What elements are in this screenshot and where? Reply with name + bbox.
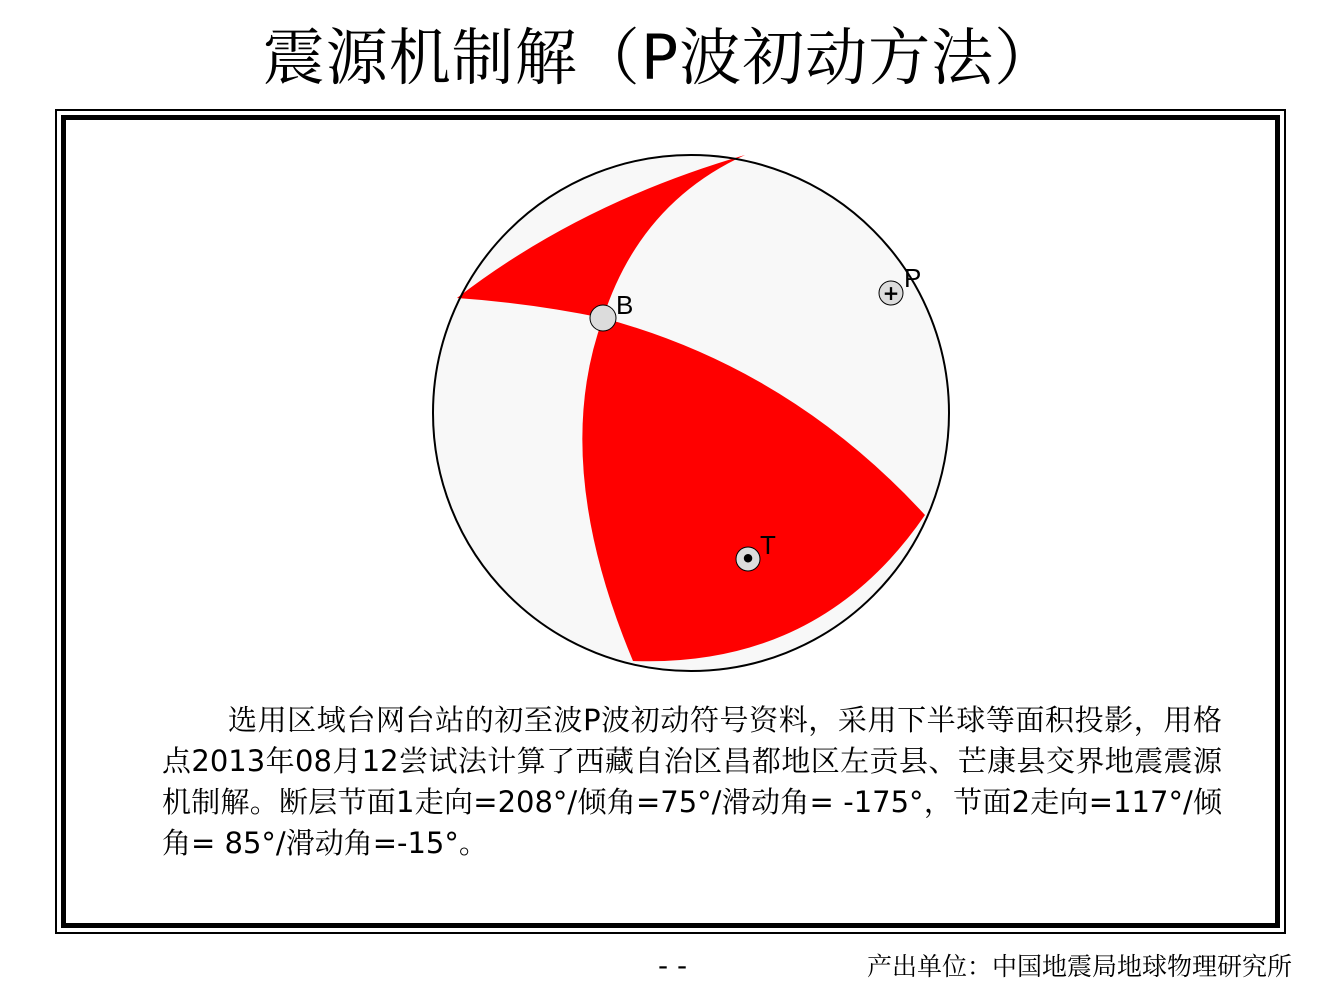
focal-mechanism-beachball <box>420 143 965 683</box>
t-axis-label: T <box>760 530 776 560</box>
b-axis-label: B <box>616 290 634 320</box>
credit-line: 产出单位：中国地震局地球物理研究所 <box>866 952 1292 981</box>
page-number: - - <box>658 949 688 982</box>
page-title: 震源机制解（P波初动方法） <box>262 21 1058 94</box>
b-axis-marker <box>590 305 616 331</box>
mechanism-description: 选用区域台网台站的初至波P波初动符号资料，采用下半球等面积投影，用格点2013年08月12尝试法计算了西藏自治区昌都地区左贡县、芒康县交界地震震源机制解。断层节面1走向=208°/倾角=75°/滑动角= -175°，节面2走向=117°/倾角= 85°/滑动角=-15°。 <box>162 703 1222 860</box>
t-axis-symbol: • <box>740 545 756 573</box>
p-axis-symbol: + <box>882 281 900 305</box>
p-axis-label: P <box>904 263 922 293</box>
